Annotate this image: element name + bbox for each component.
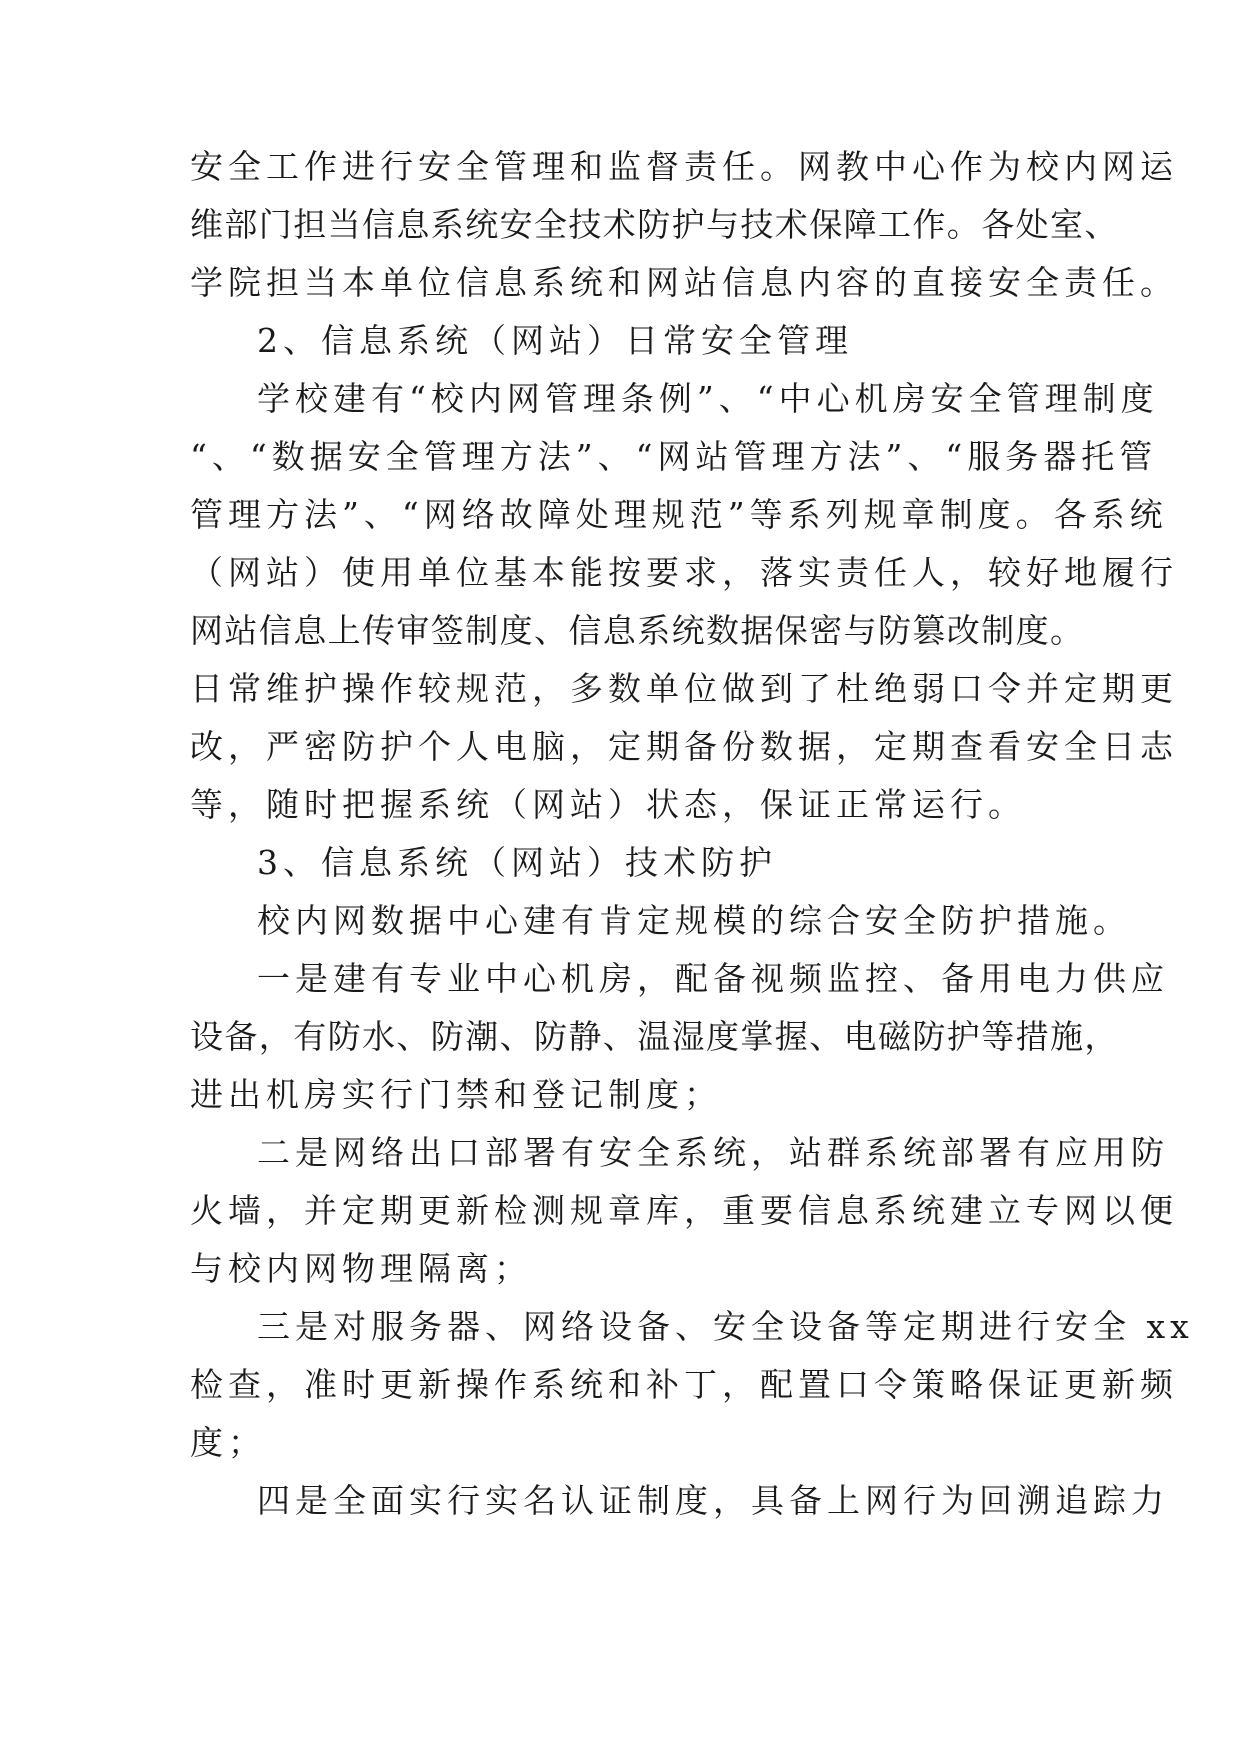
text-line: 进出机房实行门禁和登记制度； bbox=[190, 1075, 722, 1114]
text-line: 三是对服务器、网络设备、安全设备等定期进行安全 xx bbox=[257, 1307, 1194, 1346]
text-line: 学校建有“校内网管理条例”、“中心机房安全管理制度 bbox=[257, 379, 1159, 418]
text-line: 改，严密防护个人电脑，定期备份数据，定期查看安全日志 bbox=[190, 727, 1178, 766]
text-line: 四是全面实行实名认证制度，具备上网行为回溯追踪力 bbox=[257, 1481, 1169, 1520]
text-line: （网站）使用单位基本能按要求，落实责任人，较好地履行 bbox=[190, 553, 1178, 592]
text-line: 检查，准时更新操作系统和补丁，配置口令策略保证更新频 bbox=[190, 1365, 1178, 1404]
text-line: 一是建有专业中心机房，配备视频监控、备用电力供应 bbox=[257, 959, 1169, 998]
text-line: 等，随时把握系统（网站）状态，保证正常运行。 bbox=[190, 785, 1026, 824]
text-line: 网站信息上传审签制度、信息系统数据保密与防篡改制度。 bbox=[190, 611, 1085, 650]
section-heading: 3、信息系统（网站）技术防护 bbox=[257, 843, 777, 882]
text-line: 火墙，并定期更新检测规章库，重要信息系统建立专网以便 bbox=[190, 1191, 1178, 1230]
text-line: 度； bbox=[190, 1423, 266, 1462]
text-line: 学院担当本单位信息系统和网站信息内容的直接安全责任。 bbox=[190, 263, 1178, 302]
text-line: 维部门担当信息系统安全技术防护与技术保障工作。各处室、 bbox=[190, 205, 1119, 244]
text-line: 管理方法”、“网络故障处理规范”等系列规章制度。各系统 bbox=[190, 495, 1168, 534]
text-line: 日常维护操作较规范，多数单位做到了杜绝弱口令并定期更 bbox=[190, 669, 1178, 708]
text-line: 安全工作进行安全管理和监督责任。网教中心作为校内网运 bbox=[190, 147, 1178, 186]
section-heading: 2、信息系统（网站）日常安全管理 bbox=[257, 321, 853, 360]
text-line: 设备，有防水、防潮、防静、温湿度掌握、电磁防护等措施， bbox=[190, 1017, 1119, 1056]
text-line: “、“数据安全管理方法”、“网站管理方法”、“服务器托管 bbox=[190, 437, 1158, 476]
text-line: 与校内网物理隔离； bbox=[190, 1249, 532, 1288]
text-line: 校内网数据中心建有肯定规模的综合安全防护措施。 bbox=[257, 901, 1131, 940]
text-line: 二是网络出口部署有安全系统，站群系统部署有应用防 bbox=[257, 1133, 1169, 1172]
